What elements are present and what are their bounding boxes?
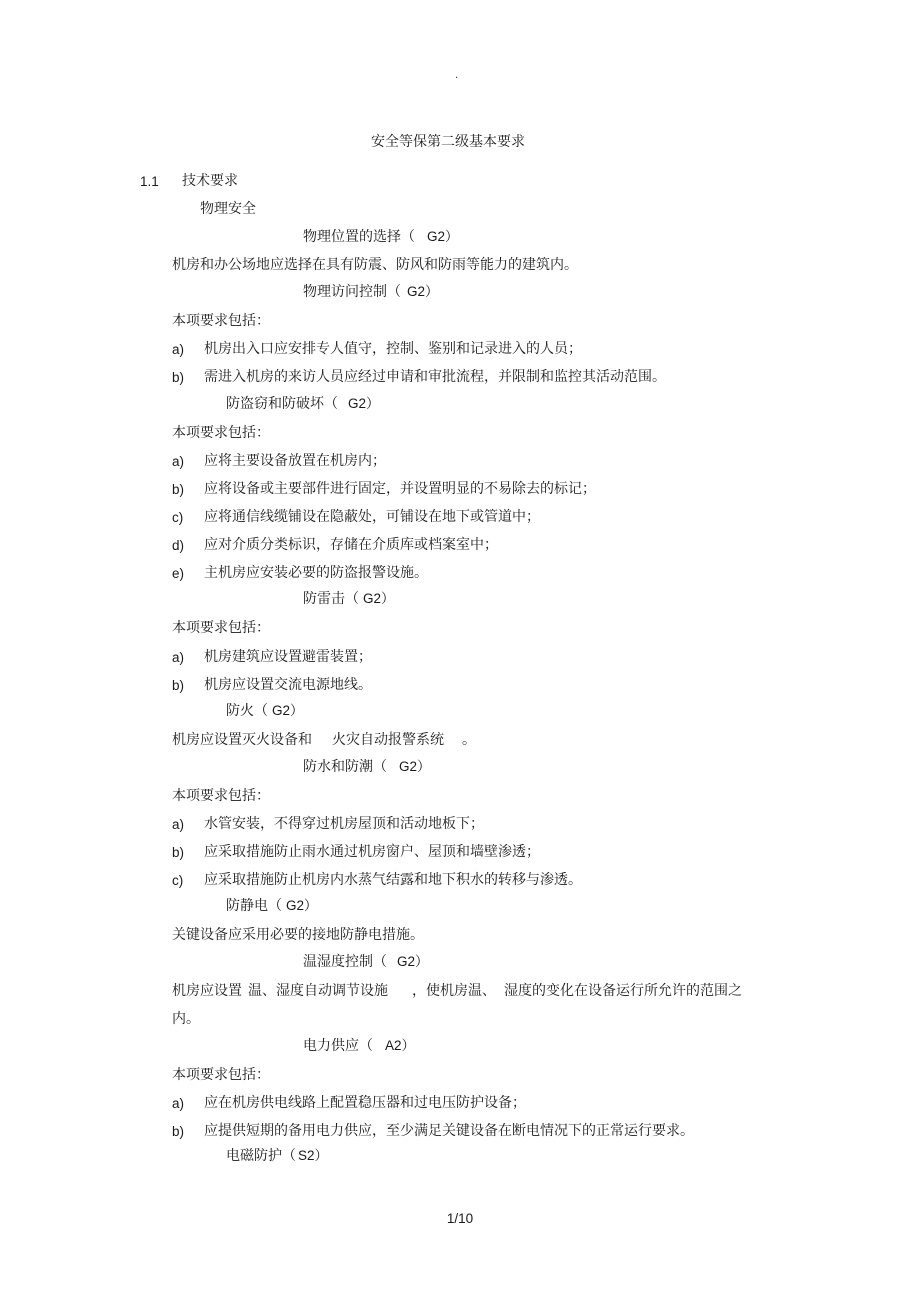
heading-code: G2） <box>272 703 304 718</box>
item-heading <box>226 897 318 915</box>
heading-code: G2） <box>363 591 395 606</box>
item-heading <box>303 953 429 971</box>
text-part: 火灾自动报警系统 <box>332 732 444 748</box>
section-number: 1.1 <box>140 174 159 189</box>
paragraph: 本项要求包括： <box>172 1067 270 1083</box>
list-item: 主机房应安装必要的防盗报警设施。 <box>204 565 428 581</box>
list-label: d) <box>172 538 185 553</box>
list-label: a) <box>172 454 185 469</box>
list-label: e) <box>172 566 185 581</box>
item-heading <box>226 395 380 413</box>
paragraph: 本项要求包括： <box>172 425 270 441</box>
heading-code: S2） <box>298 1148 329 1163</box>
paragraph: 内。 <box>172 1011 200 1027</box>
paragraph: 关键设备应采用必要的接地防静电措施。 <box>172 927 424 943</box>
item-heading <box>303 1037 415 1055</box>
heading-code: G2） <box>407 284 439 299</box>
heading-code: G2） <box>399 759 431 774</box>
item-heading <box>303 228 459 246</box>
heading-text: 防静电（ <box>226 898 282 914</box>
list-item: 机房出入口应安排专人值守，控制、鉴别和记录进入的人员； <box>204 341 582 357</box>
text-part: ，使机房温、 <box>412 983 496 999</box>
heading-text: 防火（ <box>226 703 268 719</box>
list-label: a) <box>172 1096 185 1111</box>
heading-text: 物理位置的选择（ <box>303 229 415 245</box>
heading-code: G2） <box>348 396 380 411</box>
text-part: 机房应设置灭火设备和 <box>172 732 312 748</box>
text-part: 。 <box>462 732 476 748</box>
list-item: 应将设备或主要部件进行固定，并设置明显的不易除去的标记； <box>204 481 596 497</box>
list-label: a) <box>172 650 185 665</box>
list-label: a) <box>172 817 185 832</box>
list-label: b) <box>172 482 185 497</box>
list-item: 应将主要设备放置在机房内； <box>204 453 386 469</box>
list-label: a) <box>172 342 185 357</box>
page-number: 1/10 <box>446 1211 474 1226</box>
item-heading <box>226 1147 328 1165</box>
heading-code: G2） <box>397 954 429 969</box>
text-part: 温、湿度自动调节设施 <box>248 983 388 999</box>
list-label: b) <box>172 845 185 860</box>
heading-code: G2） <box>427 229 459 244</box>
list-item: 机房建筑应设置避雷装置； <box>204 649 372 665</box>
list-item: 应在机房供电线路上配置稳压器和过电压防护设备； <box>204 1095 526 1111</box>
list-item: 水管安装，不得穿过机房屋顶和活动地板下； <box>204 816 484 832</box>
paragraph: 本项要求包括： <box>172 620 270 636</box>
header-dot: . <box>455 70 459 81</box>
heading-text: 防盗窃和防破坏（ <box>226 396 338 412</box>
list-item: 需进入机房的来访人员应经过申请和审批流程，并限制和监控其活动范围。 <box>204 369 666 385</box>
list-item: 应采取措施防止雨水通过机房窗户、屋顶和墙壁渗透； <box>204 844 540 860</box>
paragraph: 本项要求包括： <box>172 788 270 804</box>
item-heading <box>303 758 431 776</box>
heading-text: 防水和防潮（ <box>303 759 387 775</box>
heading-text: 物理访问控制（ <box>303 284 401 300</box>
heading-code: A2） <box>385 1038 416 1053</box>
paragraph: 机房和办公场地应选择在具有防震、防风和防雨等能力的建筑内。 <box>172 257 578 273</box>
subsection-title: 物理安全 <box>200 201 256 217</box>
heading-text: 电力供应（ <box>303 1038 373 1054</box>
list-item: 机房应设置交流电源地线。 <box>204 677 372 693</box>
item-heading <box>226 702 304 720</box>
heading-text: 温湿度控制（ <box>303 954 387 970</box>
document-title: 安全等保第二级基本要求 <box>371 134 525 150</box>
list-label: c) <box>172 510 184 525</box>
list-label: b) <box>172 370 185 385</box>
list-item: 应对介质分类标识，存储在介质库或档案室中； <box>204 537 498 553</box>
heading-code: G2） <box>286 898 318 913</box>
paragraph <box>172 731 476 749</box>
paragraph <box>172 982 742 1000</box>
list-item: 应采取措施防止机房内水蒸气结露和地下积水的转移与渗透。 <box>204 872 582 888</box>
list-item: 应提供短期的备用电力供应，至少满足关键设备在断电情况下的正常运行要求。 <box>204 1123 694 1139</box>
list-item: 应将通信线缆铺设在隐蔽处，可铺设在地下或管道中； <box>204 509 540 525</box>
list-label: c) <box>172 873 184 888</box>
list-label: b) <box>172 1124 185 1139</box>
heading-text: 电磁防护（ <box>226 1148 296 1164</box>
text-part: 机房应设置 <box>172 983 242 999</box>
heading-text: 防雷击（ <box>303 591 359 607</box>
paragraph: 本项要求包括： <box>172 313 270 329</box>
item-heading <box>303 590 395 608</box>
list-label: b) <box>172 678 185 693</box>
text-part: 湿度的变化在设备运行所允许的范围之 <box>504 983 742 999</box>
item-heading <box>303 283 439 301</box>
section-title: 技术要求 <box>182 173 238 189</box>
